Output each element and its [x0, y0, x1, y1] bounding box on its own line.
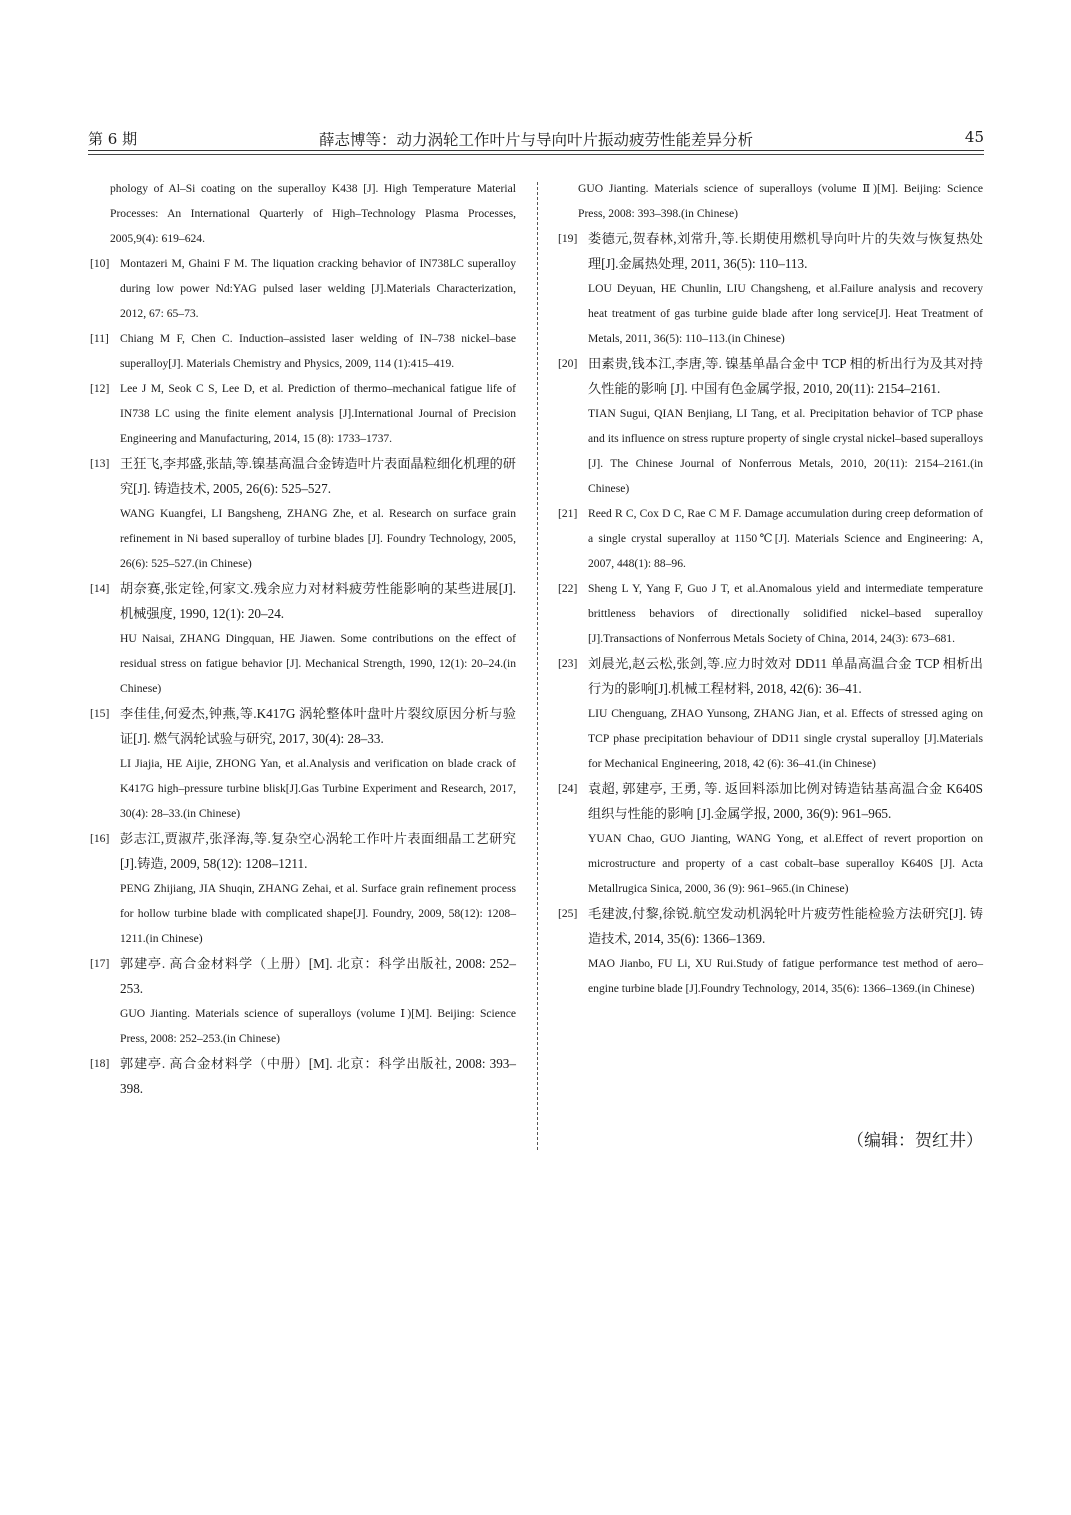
reference-number: [12] [90, 382, 110, 395]
reference-entry [90, 326, 516, 376]
reference-text: Chiang M F, Chen C. Induction–assisted laser welding of IN–738 nickel–base superalloy[J]. Materials Chemistry and Physics, 2009, 114 (1):415–419. [120, 332, 516, 370]
reference-text-en: LIU Chenguang, ZHAO Yunsong, ZHANG Jian, et al. Effects of stressed aging on TCP phase precipitation behaviour of DD11 single crystal superalloy [J].Materials for Mechanical Engineering, 2018, 42 (6): 36–41.(in Chinese) [588, 707, 983, 770]
reference-entry [558, 176, 983, 226]
reference-number: [18] [90, 1057, 110, 1070]
reference-entry [90, 451, 516, 576]
reference-text: Lee J M, Seok C S, Lee D, et al. Prediction of thermo–mechanical fatigue life of IN738 LC using the finite element analysis [J].International Journal of Precision Engineering and Manufacturing, 2014, 15 (8): 1733–1737. [120, 382, 516, 445]
reference-entry [90, 251, 516, 326]
header-rule-thin [88, 154, 984, 155]
reference-entry [90, 951, 516, 1051]
page-header [88, 126, 984, 150]
reference-number: [21] [558, 507, 578, 520]
reference-text-zh: 李佳佳,何爱杰,钟燕,等.K417G 涡轮整体叶盘叶片裂纹原因分析与验证[J]. 燃气涡轮试验与研究, 2017, 30(4): 28–33. [120, 706, 516, 746]
reference-text-zh: 袁超, 郭建亭, 王勇, 等. 返回料添加比例对铸造钴基高温合金 K640S 组织与性能的影响 [J].金属学报, 2000, 36(9): 961–965. [588, 781, 983, 821]
reference-text-zh: 田素贵,钱本江,李唐,等. 镍基单晶合金中 TCP 相的析出行为及其对持久性能的影响 [J]. 中国有色金属学报, 2010, 20(11): 2154–2161. [588, 356, 983, 396]
reference-text-en: GUO Jianting. Materials science of superalloys (volume Ⅰ)[M]. Beijing: Science Press, 2008: 252–253.(in Chinese) [120, 1007, 516, 1045]
reference-text: Reed R C, Cox D C, Rae C M F. Damage accumulation during creep deformation of a single crystal superalloy at 1150℃[J]. Materials Science and Engineering: A, 2007, 448(1): 88–96. [588, 507, 983, 570]
reference-entry [90, 1051, 516, 1101]
reference-entry [90, 376, 516, 451]
reference-text-zh: 毛建波,付黎,徐锐.航空发动机涡轮叶片疲劳性能检验方法研究[J]. 铸造技术, 2014, 35(6): 1366–1369. [588, 906, 983, 946]
right-column [558, 176, 983, 1001]
reference-text: Sheng L Y, Yang F, Guo J T, et al.Anomalous yield and intermediate temperature brittleness behaviors of directionally solidified nickel–based superalloy [J].Transactions of Nonferrous Metals Society of China, 2014, 24(3): 673–681. [588, 582, 983, 645]
reference-entry [558, 501, 983, 576]
reference-number: [16] [90, 832, 110, 845]
reference-entry [558, 651, 983, 776]
reference-entry [90, 826, 516, 951]
reference-text-en: PENG Zhijiang, JIA Shuqin, ZHANG Zehai, et al. Surface grain refinement process for hollow turbine blade with complicated shape[J]. Foundry, 2009, 58(12): 1208–1211.(in Chinese) [120, 882, 516, 945]
reference-entry [90, 176, 516, 251]
reference-number: [24] [558, 782, 578, 795]
reference-number: [10] [90, 257, 110, 270]
reference-text-en: TIAN Sugui, QIAN Benjiang, LI Tang, et al. Precipitation behavior of TCP phase and its influence on stress rupture property of single crystal nickel–based superalloys [J]. The Chinese Journal of Nonferrous Metals, 2010, 20(11): 2154–2161.(in Chinese) [588, 407, 983, 495]
header-rule-thick [88, 150, 984, 151]
reference-text: phology of Al–Si coating on the superalloy K438 [J]. High Temperature Material Processes: An International Quarterly of High–Technology Plasma Processes, 2005,9(4): 619–624. [110, 182, 516, 245]
reference-number: [19] [558, 232, 578, 245]
reference-number: [22] [558, 582, 578, 595]
left-column [90, 176, 516, 1101]
reference-text-en: YUAN Chao, GUO Jianting, WANG Yong, et al.Effect of revert proportion on microstructure and property of a cast cobalt–base superalloy K640S [J]. Acta Metallrugica Sinica, 2000, 36 (9): 961–965.(in Chinese) [588, 832, 983, 895]
reference-number: [17] [90, 957, 110, 970]
reference-text-zh: 胡奈赛,张定铨,何家文.残余应力对材料疲劳性能影响的某些进展[J]. 机械强度, 1990, 12(1): 20–24. [120, 581, 516, 621]
reference-entry [558, 776, 983, 901]
reference-entry [558, 576, 983, 651]
page-number: 45 [964, 128, 984, 146]
reference-number: [20] [558, 357, 578, 370]
reference-text-en: WANG Kuangfei, LI Bangsheng, ZHANG Zhe, et al. Research on surface grain refinement in Ni based superalloy of turbine blades [J]. Foundry Technology, 2005, 26(6): 525–527.(in Chinese) [120, 507, 516, 570]
reference-number: [15] [90, 707, 110, 720]
editor-note: （编辑：贺红井） [847, 1131, 983, 1151]
reference-entry [90, 576, 516, 701]
reference-text-zh: 彭志江,贾淑芹,张泽海,等.复杂空心涡轮工作叶片表面细晶工艺研究[J].铸造, 2009, 58(12): 1208–1211. [120, 831, 516, 871]
running-title: 薛志博等：动力涡轮工作叶片与导向叶片振动疲劳性能差异分析 [318, 131, 753, 149]
reference-text-en: LOU Deyuan, HE Chunlin, LIU Changsheng, et al.Failure analysis and recovery heat treatment of gas turbine guide blade after long service[J]. Heat Treatment of Metals, 2011, 36(5): 110–113.(in Chinese) [588, 282, 983, 345]
issue-label: 第 6 期 [88, 130, 138, 148]
reference-number: [11] [90, 332, 109, 345]
reference-number: [23] [558, 657, 578, 670]
reference-entry [558, 351, 983, 501]
reference-text-zh: 王狂飞,李邦盛,张喆,等.镍基高温合金铸造叶片表面晶粒细化机理的研究[J]. 铸造技术, 2005, 26(6): 525–527. [120, 456, 516, 496]
reference-number: [14] [90, 582, 110, 595]
reference-text-zh: 娄德元,贺春林,刘常升,等.长期使用燃机导向叶片的失效与恢复热处理[J].金属热处理, 2011, 36(5): 110–113. [588, 231, 983, 271]
reference-text-zh: 郭建亭. 高合金材料学（上册）[M]. 北京：科学出版社, 2008: 252–253. [120, 956, 516, 996]
reference-text: GUO Jianting. Materials science of superalloys (volume Ⅱ)[M]. Beijing: Science Press, 2008: 393–398.(in Chinese) [578, 182, 983, 220]
reference-text-zh: 刘晨光,赵云松,张剑,等.应力时效对 DD11 单晶高温合金 TCP 相析出行为的影响[J].机械工程材料, 2018, 42(6): 36–41. [588, 656, 983, 696]
reference-entry [558, 901, 983, 1001]
reference-entry [558, 226, 983, 351]
reference-text-en: MAO Jianbo, FU Li, XU Rui.Study of fatigue performance test method of aero–engine turbine blade [J].Foundry Technology, 2014, 35(6): 1366–1369.(in Chinese) [588, 957, 983, 995]
reference-entry [90, 701, 516, 826]
reference-text-en: HU Naisai, ZHANG Dingquan, HE Jiawen. Some contributions on the effect of residual stress on fatigue behavior [J]. Mechanical Strength, 1990, 12(1): 20–24.(in Chinese) [120, 632, 516, 695]
reference-number: [25] [558, 907, 578, 920]
reference-number: [13] [90, 457, 110, 470]
reference-text: Montazeri M, Ghaini F M. The liquation cracking behavior of IN738LC superalloy during low power Nd:YAG pulsed laser welding [J].Materials Characterization, 2012, 67: 65–73. [120, 257, 516, 320]
reference-text-en: LI Jiajia, HE Aijie, ZHONG Yan, et al.Analysis and verification on blade crack of K417G high–pressure turbine blisk[J].Gas Turbine Experiment and Research, 2017, 30(4): 28–33.(in Chinese) [120, 757, 516, 820]
reference-text-zh: 郭建亭. 高合金材料学（中册）[M]. 北京：科学出版社, 2008: 393–398. [120, 1056, 516, 1096]
column-divider [537, 182, 538, 1150]
